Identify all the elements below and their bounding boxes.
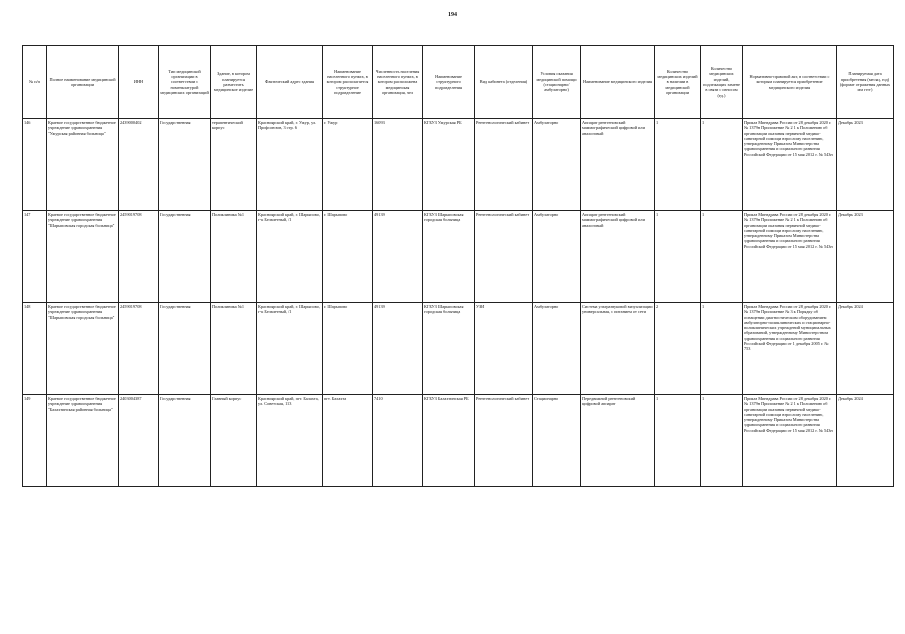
header-cell: Наименование населенного пункта, в котором располагается структурное подразделение <box>323 46 373 119</box>
table-cell: 2403004387 <box>119 395 159 487</box>
table-cell: 1 <box>701 119 743 211</box>
table-row <box>23 303 894 395</box>
header-cell: Тип медицинской организации в соответствии с номенклатурой медицинских организаций <box>159 46 211 119</box>
table-cell: КГБУЗ Шарыповская городская больница <box>423 211 475 303</box>
header-cell: Полное наименование медицинской организации <box>47 46 119 119</box>
table-cell: Амбулаторно <box>533 211 581 303</box>
table-cell: КГБУЗ Балахтинская РБ <box>423 395 475 487</box>
table-cell: терапевтический корпус <box>211 119 257 211</box>
header-cell: Здание, в котором планируется разместить медицинское изделие <box>211 46 257 119</box>
table-cell: Декабрь 2023 <box>837 119 894 211</box>
table-cell: г. Шарыпово <box>323 211 373 303</box>
table-row <box>23 211 894 303</box>
table-cell: г. Шарыпово <box>323 303 373 395</box>
table-cell: 2 <box>655 303 701 395</box>
table-cell: 49139 <box>373 211 423 303</box>
table-cell: Государственная <box>159 395 211 487</box>
table-cell: г. Ужур <box>323 119 373 211</box>
table-cell: пгт. Балахта <box>323 395 373 487</box>
table-cell: 1 <box>655 395 701 487</box>
table-row <box>23 119 894 211</box>
table-cell: Краевое государственное бюджетное учреждение здравоохранения "Ужурская районная больница" <box>47 119 119 211</box>
table-cell: Красноярский край, г. Шарыпово, г-к Бельчетный, /1 <box>257 303 323 395</box>
table-cell: Государственная <box>159 303 211 395</box>
table-cell: Амбулаторно <box>533 303 581 395</box>
table-cell: Красноярский край, г. Ужур, ул. Профсоюзов, 3 стр. 6 <box>257 119 323 211</box>
table-cell: Приказ Минздрава России от 28 декабря 2020 г. № 1379н Приложение № 3 к Порядку об оснащении диагностическим оборудованием амбулаторно-поликлинических и стационарно-поликлинических учреждений муниципальных образований, утвержденному Министерством здравоохранения и социального развития Российской Федерации от 1 декабря 2005 г. № 753 <box>743 303 837 395</box>
header-cell: Планируемая дата приобретения (месяц, год) (формат отражения данных мм гггг) <box>837 46 894 119</box>
equipment-table <box>22 45 894 487</box>
header-cell: Нормативно-правовой акт, в соответствии с которым планируется приобретение медицинского изделия <box>743 46 837 119</box>
table-cell: 7410 <box>373 395 423 487</box>
table-cell: Рентгенологический кабинет <box>475 119 533 211</box>
table-cell: 147 <box>23 211 47 303</box>
table-cell: 2439000402 <box>119 119 159 211</box>
table-cell: 1 <box>701 303 743 395</box>
table-cell: 2459019708 <box>119 211 159 303</box>
table-header-row <box>23 46 894 119</box>
table-cell: Краевое государственное бюджетное учреждение здравоохранения "Шарыповская городская больница" <box>47 211 119 303</box>
table-cell: Государственная <box>159 119 211 211</box>
header-cell: № п/п <box>23 46 47 119</box>
table-cell: Стационарно <box>533 395 581 487</box>
table-cell: 16093 <box>373 119 423 211</box>
table-cell: Амбулаторно <box>533 119 581 211</box>
header-cell: Фактический адрес здания <box>257 46 323 119</box>
header-cell: Количество медицинских изделий, подлежащих замене в связи с износом (ед.) <box>701 46 743 119</box>
header-cell: Условия оказания медицинской помощи (стационарно/ амбулаторно) <box>533 46 581 119</box>
table-cell: УЗИ <box>475 303 533 395</box>
table-cell: Передвижной рентгеновский цифровой аппарат <box>581 395 655 487</box>
table-cell: Краевое государственное бюджетное учреждение здравоохранения "Балахтинская районная больница" <box>47 395 119 487</box>
header-cell: ИНН <box>119 46 159 119</box>
table-cell: Аппарат рентгеновский маммографический цифровой или аналоговый <box>581 119 655 211</box>
table-cell: Система ультразвуковой визуализации универсальная, с питанием от сети <box>581 303 655 395</box>
table-cell: КГБУЗ Шарыповская городская больница <box>423 303 475 395</box>
table-cell: Рентгенологический кабинет <box>475 211 533 303</box>
table-cell: Главный корпус <box>211 395 257 487</box>
table-cell: Приказ Минздрава России от 28 декабря 2020 г. № 1379н Приложение № 2 1 к Положению об организации оказания первичной медико-санитарной помощи взрослому населению, утвержденному Приказом Министерства здравоохранения и социального развития Российской Федерации от 15 мая 2012 г. № 543н <box>743 395 837 487</box>
table-cell: Красноярский край, пгт. Балахта, ул. Советская, 113 <box>257 395 323 487</box>
table-cell: 1 <box>701 211 743 303</box>
table-cell: Поликлиника №1 <box>211 303 257 395</box>
table-cell: 149 <box>23 395 47 487</box>
table-cell: Приказ Минздрава России от 28 декабря 2020 г. № 1379н Приложение № 2 1 к Положению об организации оказания первичной медико-санитарной помощи взрослому населению, утвержденному Приказом Министерства здравоохранения и социального развития Российской Федерации от 15 мая 2012 г. № 543н <box>743 119 837 211</box>
page-number: 194 <box>448 12 457 18</box>
table-cell: Аппарат рентгеновский маммографический цифровой или аналоговый <box>581 211 655 303</box>
header-cell: Количество медицинских изделий в наличии в медицинской организации <box>655 46 701 119</box>
table-cell: Декабрь 2024 <box>837 395 894 487</box>
table-cell: Государственная <box>159 211 211 303</box>
table-cell: Декабрь 2024 <box>837 303 894 395</box>
table-cell: Краевое государственное бюджетное учреждение здравоохранения "Шарыповская городская больница" <box>47 303 119 395</box>
table-cell: Декабрь 2023 <box>837 211 894 303</box>
table-cell: 2459019708 <box>119 303 159 395</box>
header-cell: Вид кабинета (отделения) <box>475 46 533 119</box>
table-cell: 1 <box>655 211 701 303</box>
table-cell: Красноярский край, г. Шарыпово, г-к Бельчетный, /1 <box>257 211 323 303</box>
table-cell: 146 <box>23 119 47 211</box>
table-cell: Поликлиника №1 <box>211 211 257 303</box>
table-cell: 49139 <box>373 303 423 395</box>
table-cell: КГБУЗ Ужурская РБ <box>423 119 475 211</box>
header-cell: Численность населения населенного пункта, в котором расположена медицинская организация, чел <box>373 46 423 119</box>
table-row <box>23 395 894 487</box>
table-cell: 148 <box>23 303 47 395</box>
table-cell: Приказ Минздрава России от 28 декабря 2020 г. № 1379н Приложение № 2 1 к Положению об организации оказания первичной медико-санитарной помощи взрослому населению, утвержденному Приказом Министерства здравоохранения и социального развития Российской Федерации от 15 мая 2012 г. № 543н <box>743 211 837 303</box>
table-cell: 1 <box>655 119 701 211</box>
table-cell: Рентгенологический кабинет <box>475 395 533 487</box>
header-cell: Наименование медицинского изделия <box>581 46 655 119</box>
header-cell: Наименование структурного подразделения <box>423 46 475 119</box>
table-cell: 1 <box>701 395 743 487</box>
